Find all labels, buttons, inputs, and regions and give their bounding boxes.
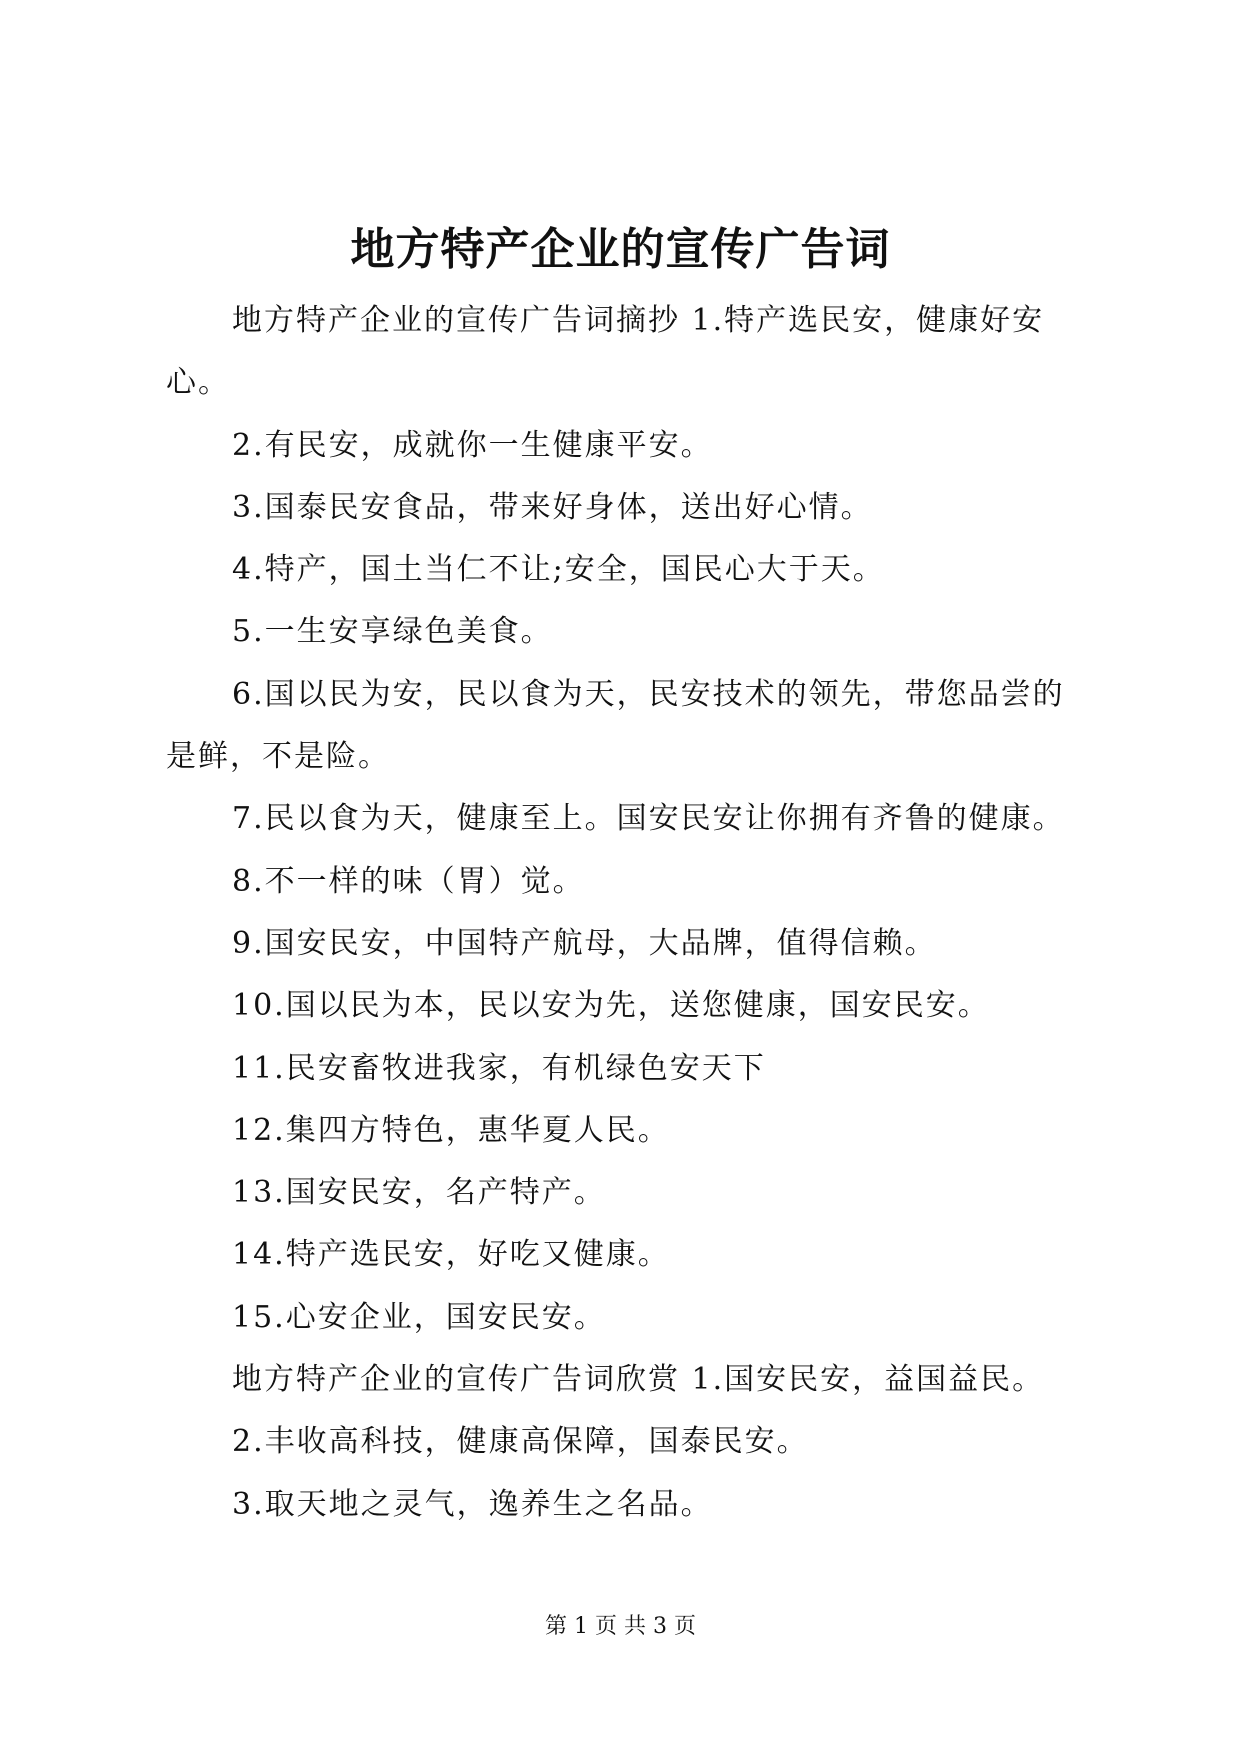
paragraph: 15.心安企业，国安民安。	[232, 1299, 606, 1335]
paragraph: 11.民安畜牧进我家，有机绿色安天下	[232, 1050, 766, 1086]
paragraph: 地方特产企业的宣传广告词摘抄 1.特产选民安，健康好安心。	[166, 303, 1045, 401]
paragraph: 10.国以民为本，民以安为先，送您健康，国安民安。	[232, 988, 990, 1024]
paragraph: 9.国安民安，中国特产航母，大品牌，值得信赖。	[232, 925, 937, 961]
paragraph: 13.国安民安，名产特产。	[232, 1175, 606, 1211]
paragraph: 8.不一样的味（胃）觉。	[232, 863, 585, 899]
document-body	[166, 290, 1076, 1536]
page-footer	[0, 1612, 1241, 1642]
paragraph: 6.国以民为安，民以食为天，民安技术的领先，带您品尝的是鲜，不是险。	[166, 676, 1065, 775]
paragraph: 7.民以食为天，健康至上。国安民安让你拥有齐鲁的健康。	[232, 801, 1065, 837]
paragraph: 14.特产选民安，好吃又健康。	[232, 1237, 670, 1273]
paragraph: 4.特产，国土当仁不让;安全，国民心大于天。	[232, 552, 885, 588]
paragraph: 2.有民安，成就你一生健康平安。	[232, 427, 713, 463]
document-title: 地方特产企业的宣传广告词	[350, 224, 891, 275]
paragraph: 2.丰收高科技，健康高保障，国泰民安。	[232, 1424, 809, 1460]
page-number-label: 第 1 页 共 3 页	[545, 1614, 696, 1639]
paragraph: 地方特产企业的宣传广告词欣赏 1.国安民安，益国益民。	[232, 1362, 1045, 1398]
paragraph: 5.一生安享绿色美食。	[232, 614, 553, 650]
paragraph: 3.取天地之灵气，逸养生之名品。	[232, 1486, 713, 1522]
paragraph: 3.国泰民安食品，带来好身体，送出好心情。	[232, 489, 873, 525]
paragraph: 12.集四方特色，惠华夏人民。	[232, 1112, 670, 1148]
